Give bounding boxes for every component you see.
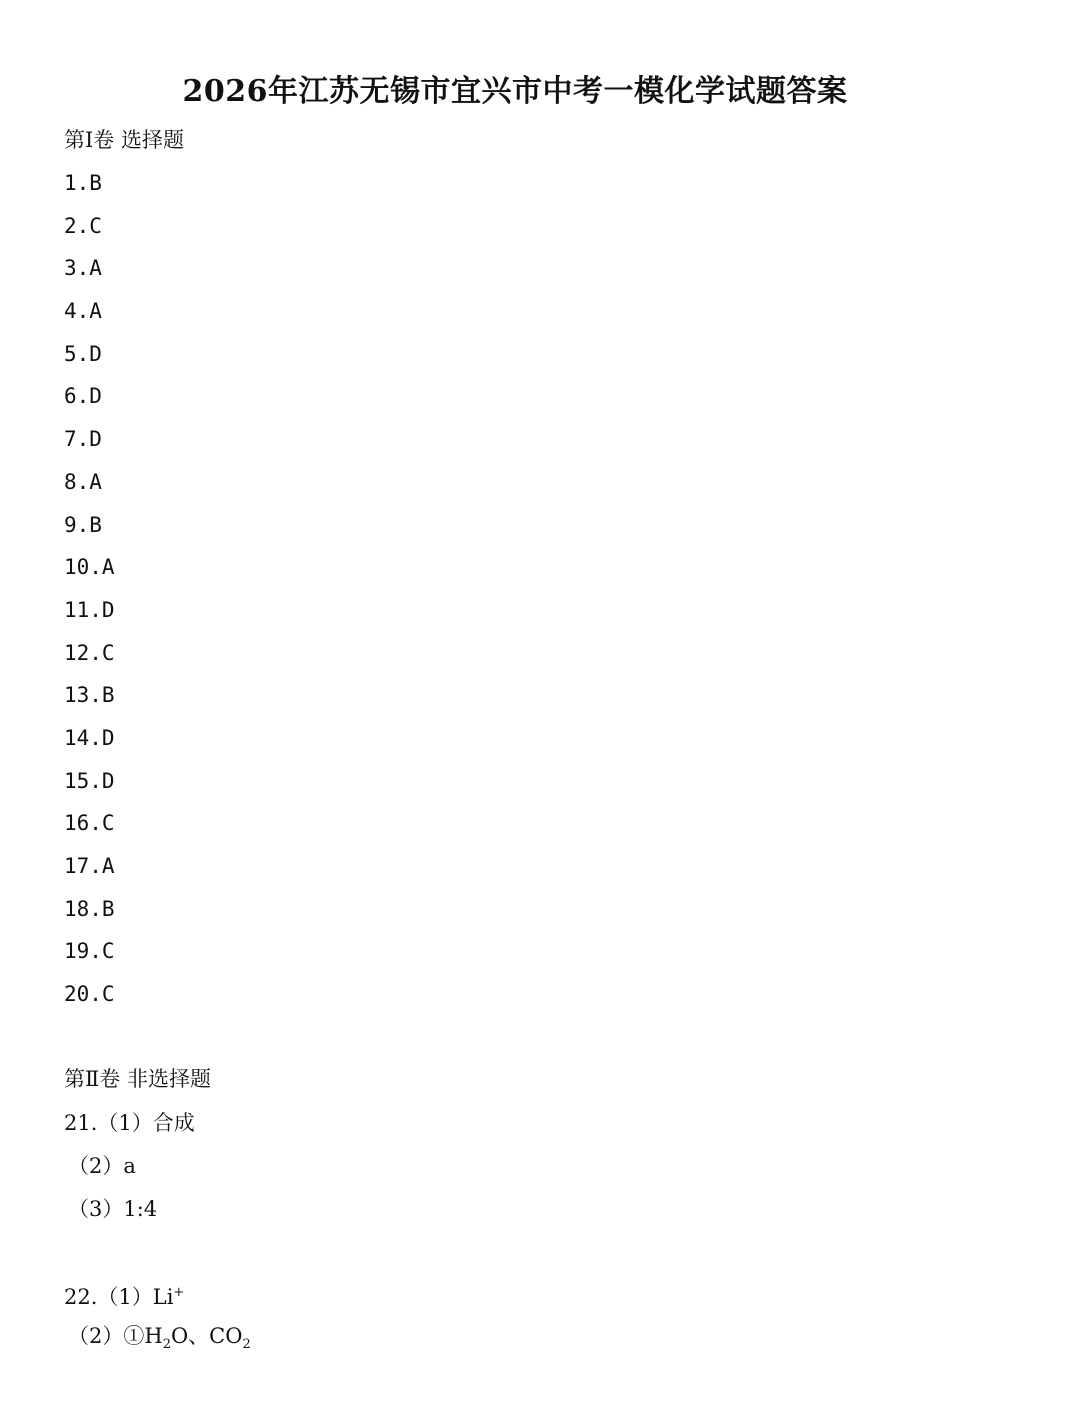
answer-item: 18.B: [64, 896, 115, 921]
q22-part1: [64, 1279, 251, 1322]
answer-item: 16.C: [64, 811, 115, 836]
q21-part1: 21.（1）合成: [64, 1111, 195, 1135]
q22-part2-subscript-b: 2: [242, 1337, 251, 1353]
answer-item: 2.C: [64, 213, 102, 238]
answer-item: 20.C: [64, 982, 115, 1007]
question-22-block: [64, 1279, 251, 1365]
answer-item: 5.D: [64, 341, 102, 366]
answer-item: 14.D: [64, 725, 115, 750]
q22-part2-subscript-a: 2: [162, 1337, 171, 1353]
answer-item: 10.A: [64, 555, 115, 580]
answer-item: 15.D: [64, 768, 115, 793]
answer-item: 7.D: [64, 427, 102, 452]
answer-item: 11.D: [64, 597, 115, 622]
answer-item: 6.D: [64, 384, 102, 409]
answer-item: 3.A: [64, 256, 102, 281]
answer-item: 19.C: [64, 939, 115, 964]
answer-item: 12.C: [64, 640, 115, 665]
q22-part2-text-b: O、CO: [170, 1324, 243, 1348]
section-heading-choice: 第Ⅰ卷 选择题: [64, 128, 184, 152]
answer-item: 4.A: [64, 299, 102, 324]
answer-item: 8.A: [64, 469, 102, 494]
answer-item: 1.B: [64, 171, 102, 195]
choice-answer-list: [64, 169, 115, 1023]
q22-part1-text: 22.（1）Li: [64, 1285, 174, 1309]
answer-item: 9.B: [64, 512, 102, 537]
question-21-block: [64, 1109, 195, 1238]
section-heading-nonchoice: 第Ⅱ卷 非选择题: [64, 1067, 211, 1091]
answer-item: 17.A: [64, 854, 115, 878]
q21-part2: （2）a: [68, 1154, 136, 1178]
q22-part1-superscript: +: [173, 1285, 185, 1300]
q21-part3: （3）1:4: [68, 1197, 158, 1221]
q22-part2: [64, 1322, 251, 1365]
page-title: 2026年江苏无锡市宜兴市中考一模化学试题答案: [182, 74, 848, 109]
answer-item: 13.B: [64, 683, 115, 708]
q22-part2-text-a: （2）①H: [68, 1324, 163, 1348]
